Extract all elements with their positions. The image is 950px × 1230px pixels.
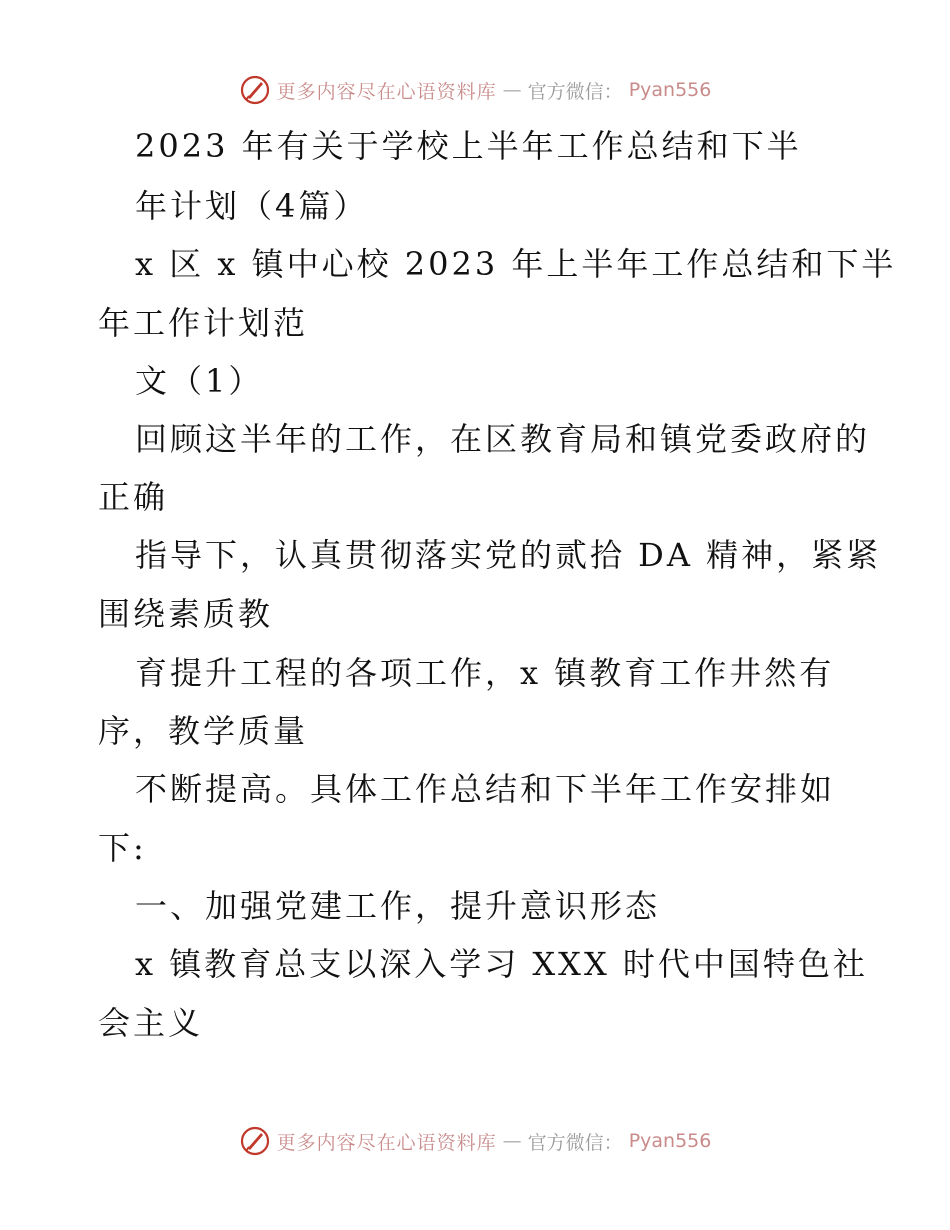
quill-logo-icon xyxy=(239,1125,271,1157)
section-1-heading: 一、加强党建工作，提升意识形态 xyxy=(135,887,661,925)
header-watermark xyxy=(0,74,950,106)
watermark-wechat-id: Pyan556 xyxy=(628,79,712,101)
paragraph-5-line-1: x 镇教育总支以深入学习 XXX 时代中国特色社 xyxy=(135,945,868,983)
subtitle-line-3: 文（1） xyxy=(135,362,264,400)
document-title-line-1: 2023 年有关于学校上半年工作总结和下半 xyxy=(135,127,802,165)
subtitle-line-1: x 区 x 镇中心校 2023 年上半年工作总结和下半 xyxy=(135,245,897,283)
paragraph-4-line-1: 不断提高。具体工作总结和下半年工作安排如 xyxy=(135,770,836,808)
footer-watermark xyxy=(0,1125,950,1157)
watermark-wechat-label: 官方微信： xyxy=(527,1131,623,1154)
watermark-dash: — xyxy=(502,1130,522,1152)
paragraph-3-line-1: 育提升工程的各项工作，x 镇教育工作井然有 xyxy=(135,654,835,692)
paragraph-4-line-2: 下: xyxy=(98,829,147,867)
watermark-wechat-label: 官方微信： xyxy=(527,80,623,103)
paragraph-5-line-2: 会主义 xyxy=(98,1004,204,1042)
subtitle-line-2: 年工作计划范 xyxy=(98,304,309,342)
paragraph-1-line-2: 正确 xyxy=(98,478,169,516)
paragraph-3-line-2: 序，教学质量 xyxy=(98,712,309,750)
watermark-brand-text: 更多内容尽在心语资料库 xyxy=(276,80,497,103)
watermark-wechat-id: Pyan556 xyxy=(628,1130,712,1152)
paragraph-2-line-2: 围绕素质教 xyxy=(98,595,274,633)
document-title-line-2: 年计划（4篇） xyxy=(135,187,369,225)
paragraph-1-line-1: 回顾这半年的工作，在区教育局和镇党委政府的 xyxy=(135,420,871,458)
watermark-brand-text: 更多内容尽在心语资料库 xyxy=(276,1131,497,1154)
quill-logo-icon xyxy=(239,74,271,106)
paragraph-2-line-1: 指导下，认真贯彻落实党的贰拾 DA 精神，紧紧 xyxy=(135,536,882,574)
watermark-dash: — xyxy=(502,79,522,101)
